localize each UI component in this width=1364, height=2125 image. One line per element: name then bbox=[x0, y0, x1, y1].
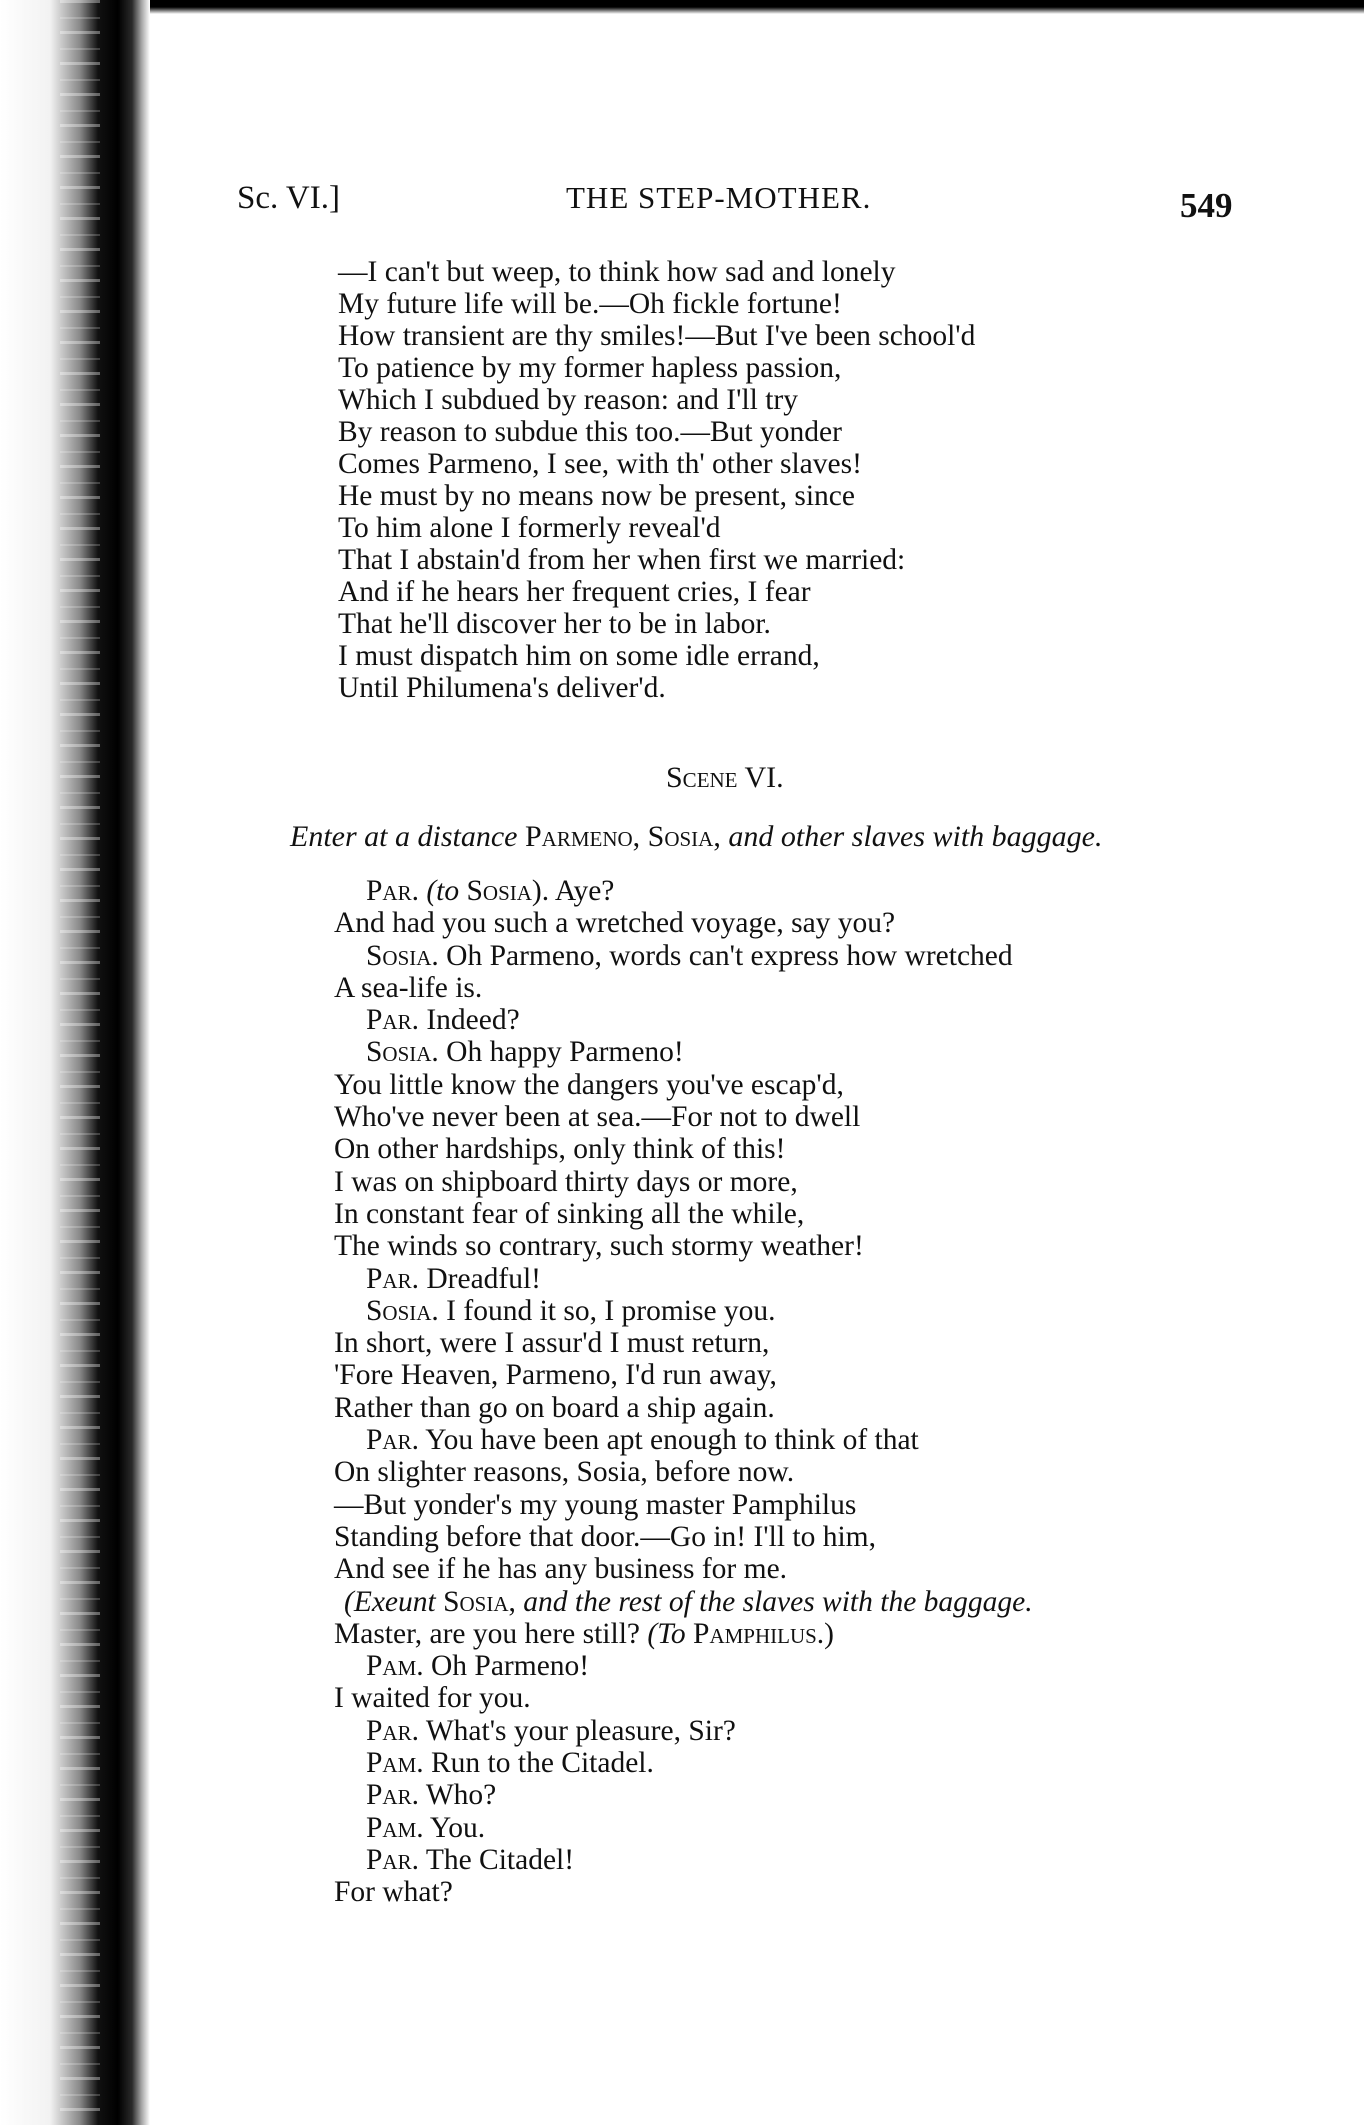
speech-text: I found it so, I promise you. bbox=[446, 1294, 776, 1327]
dialogue-line: For what? bbox=[334, 1876, 453, 1909]
speaker-name: Sosia. bbox=[366, 1294, 439, 1327]
binding-texture bbox=[60, 0, 100, 2125]
direction-text: and the rest of the slaves with the baggage. bbox=[523, 1585, 1033, 1618]
direction-text: (To bbox=[647, 1617, 686, 1650]
header-title: THE STEP-MOTHER. bbox=[566, 180, 872, 215]
speaker-name: Par. bbox=[366, 1004, 419, 1037]
speech-text: Run to the Citadel. bbox=[431, 1747, 654, 1780]
dialogue-line bbox=[334, 940, 1033, 972]
verse-line: And if he hears her frequent cries, I fear bbox=[338, 576, 811, 608]
verse-line: That I abstain'd from her when first we married: bbox=[338, 544, 906, 576]
dialogue-line: And see if he has any business for me. bbox=[334, 1553, 788, 1586]
scene-heading: Scene VI. bbox=[666, 761, 784, 794]
verse-line: Until Philumena's deliver'd. bbox=[338, 672, 666, 704]
verse-line: To patience by my former hapless passion, bbox=[338, 352, 842, 384]
character-name: Sosia bbox=[466, 875, 532, 907]
character-name: Sosia, bbox=[443, 1585, 516, 1618]
dialogue-line: —But yonder's my young master Pamphilus bbox=[334, 1488, 857, 1521]
verse-line: Comes Parmeno, I see, with th' other slaves! bbox=[338, 448, 862, 480]
speaker-name: Pam. bbox=[366, 1747, 424, 1780]
dialogue-line: The winds so contrary, such stormy weather! bbox=[334, 1230, 864, 1263]
speech-text: Oh Parmeno! bbox=[431, 1650, 590, 1683]
dialogue-block bbox=[334, 875, 1033, 1909]
speech-text: You have been apt enough to think of that bbox=[425, 1424, 919, 1457]
speech-text: What's your pleasure, Sir? bbox=[425, 1714, 736, 1747]
dialogue-line: A sea-life is. bbox=[334, 971, 483, 1004]
dialogue-line bbox=[334, 875, 1033, 907]
speech-text: Oh Parmeno, words can't express how wretched bbox=[446, 939, 1013, 972]
speech-text: ). Aye? bbox=[531, 875, 615, 907]
speaker-name: Par. bbox=[366, 1843, 419, 1876]
speech-text: Dreadful! bbox=[426, 1262, 542, 1295]
speaker-name: Par. bbox=[366, 1424, 419, 1457]
direction-text: (Exeunt bbox=[344, 1585, 436, 1618]
dialogue-line bbox=[334, 1779, 1033, 1811]
dialogue-line: You little know the dangers you've escap'd, bbox=[334, 1068, 844, 1101]
verse-line: How transient are thy smiles!—But I've been school'd bbox=[338, 320, 976, 352]
page-number: 549 bbox=[1180, 186, 1233, 225]
dialogue-line: Standing before that door.—Go in! I'll to him, bbox=[334, 1520, 876, 1553]
dialogue-line: In constant fear of sinking all the while, bbox=[334, 1197, 805, 1230]
speaker-name: Sosia. bbox=[366, 939, 439, 972]
speech-text: The Citadel! bbox=[425, 1843, 575, 1876]
exit-stage-direction bbox=[334, 1586, 1033, 1618]
verse-line: Which I subdued by reason: and I'll try bbox=[338, 384, 798, 416]
dialogue-line bbox=[334, 1812, 1033, 1844]
verse-line: My future life will be.—Oh fickle fortune! bbox=[338, 288, 842, 320]
dialogue-line: And had you such a wretched voyage, say you? bbox=[334, 907, 896, 940]
verse-line: —I can't but weep, to think how sad and lonely bbox=[338, 256, 896, 288]
speech-text: Indeed? bbox=[426, 1004, 520, 1037]
stage-direction bbox=[290, 820, 1103, 854]
dialogue-line: 'Fore Heaven, Parmeno, I'd run away, bbox=[334, 1359, 777, 1392]
stage-direction-names: Parmeno, Sosia, bbox=[524, 820, 721, 853]
verse-line: He must by no means now be present, since bbox=[338, 480, 855, 512]
running-header bbox=[0, 180, 1364, 240]
speech-text: Master, are you here still? bbox=[334, 1617, 640, 1650]
dialogue-line: Rather than go on board a ship again. bbox=[334, 1391, 775, 1424]
speech-text: Who? bbox=[425, 1779, 497, 1812]
dialogue-line: On slighter reasons, Sosia, before now. bbox=[334, 1456, 795, 1489]
speaker-name: Pam. bbox=[366, 1650, 424, 1683]
dialogue-line bbox=[334, 1844, 1033, 1876]
verse-line: That he'll discover her to be in labor. bbox=[338, 608, 771, 640]
speech-text: You. bbox=[429, 1811, 486, 1844]
dialogue-line: In short, were I assur'd I must return, bbox=[334, 1327, 770, 1360]
direction-text: (to bbox=[426, 875, 460, 907]
verse-line: I must dispatch him on some idle errand, bbox=[338, 640, 820, 672]
dialogue-line: I waited for you. bbox=[334, 1682, 531, 1715]
speaker-name: Par. bbox=[366, 1779, 419, 1812]
dialogue-line: On other hardships, only think of this! bbox=[334, 1133, 786, 1166]
dialogue-line bbox=[334, 1650, 1033, 1682]
dialogue-line bbox=[334, 1618, 1033, 1650]
verse-line: By reason to subdue this too.—But yonder bbox=[338, 416, 842, 448]
speaker-name: Par. bbox=[366, 875, 419, 907]
page-top-shadow bbox=[0, 0, 1364, 14]
stage-direction-prefix: Enter at a distance bbox=[290, 820, 518, 853]
stage-direction-suffix: and other slaves with baggage. bbox=[728, 820, 1103, 853]
dialogue-line bbox=[334, 1004, 1033, 1036]
dialogue-line bbox=[334, 1263, 1033, 1295]
dialogue-line bbox=[334, 1036, 1033, 1068]
character-name: Pamphilus bbox=[693, 1617, 817, 1650]
dialogue-line: I was on shipboard thirty days or more, bbox=[334, 1165, 798, 1198]
direction-text: .) bbox=[816, 1617, 834, 1650]
verse-line: To him alone I formerly reveal'd bbox=[338, 512, 721, 544]
dialogue-line bbox=[334, 1747, 1033, 1779]
speaker-name: Par. bbox=[366, 1262, 419, 1295]
dialogue-line bbox=[334, 1715, 1033, 1747]
speaker-name: Pam. bbox=[366, 1811, 424, 1844]
dialogue-line bbox=[334, 1424, 1033, 1456]
dialogue-line bbox=[334, 1295, 1033, 1327]
book-binding-shadow bbox=[0, 0, 150, 2125]
verse-block bbox=[338, 256, 975, 704]
dialogue-line: Who've never been at sea.—For not to dwell bbox=[334, 1101, 861, 1134]
header-scene-ref: Sc. VI.] bbox=[237, 180, 340, 216]
speaker-name: Sosia. bbox=[366, 1036, 439, 1069]
speech-text: Oh happy Parmeno! bbox=[446, 1036, 684, 1069]
speaker-name: Par. bbox=[366, 1714, 419, 1747]
